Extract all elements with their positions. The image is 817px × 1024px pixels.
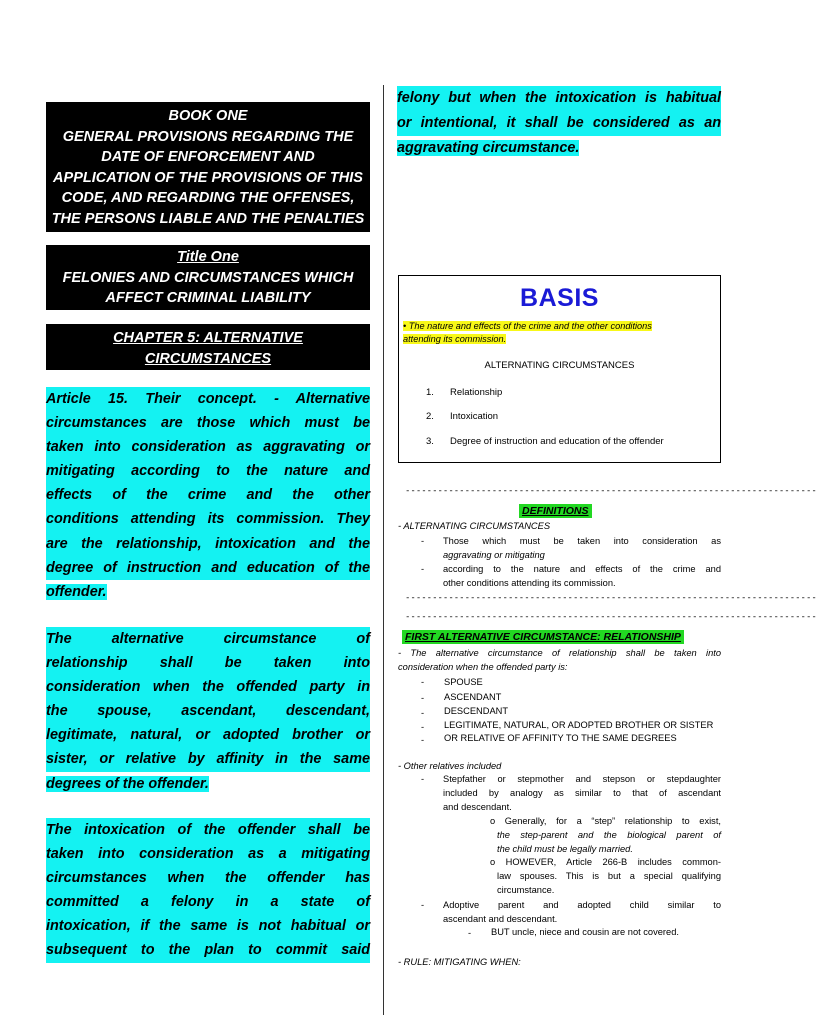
list-item-text: Relationship — [450, 387, 503, 398]
paragraph-line: Article 15. Their concept. - Alternative — [46, 387, 370, 411]
paragraph-line-text: degrees of the offender. — [46, 775, 209, 792]
column-divider — [383, 85, 384, 1015]
paragraph-line: relationship shall be taken into — [46, 651, 370, 675]
bullet-dash: - — [421, 677, 425, 687]
paragraph-line: taken into consideration as aggravating or — [46, 435, 370, 459]
title-heading-line: FELONIES AND CIRCUMSTANCES WHICH — [62, 269, 354, 286]
list-number: 3. — [426, 436, 434, 447]
book-heading-line: DATE OF ENFORCEMENT AND — [101, 149, 315, 165]
relationship-intro: - The alternative circumstance of relationship shall be taken into — [398, 648, 721, 658]
paragraph-line: intoxication, if the same is not habitual or — [46, 914, 370, 938]
sub-point-line: the child must be legally married. — [497, 844, 633, 854]
basis-list-item — [426, 387, 502, 398]
book-heading-line: THE PERSONS LIABLE AND THE PENALTIES — [51, 210, 365, 227]
bullet-dash: - — [421, 536, 425, 546]
definitions-heading: DEFINITIONS — [519, 504, 592, 518]
paragraph-line: felony but when the intoxication is habitual — [397, 86, 721, 111]
chapter-heading-line: CIRCUMSTANCES — [144, 350, 272, 367]
step-relation-line: included by analogy as similar to that of ascendant — [443, 788, 721, 798]
relationship-list-item: LEGITIMATE, NATURAL, OR ADOPTED BROTHER OR SISTER — [444, 720, 714, 730]
chapter-heading-line: CHAPTER 5: ALTERNATIVE — [113, 330, 303, 346]
dashed-separator: ---------------------------------------------------------------------------- — [405, 486, 817, 496]
paragraph-line: The alternative circumstance of — [46, 627, 370, 651]
basis-list-item — [426, 436, 664, 447]
intoxication-paragraph — [46, 818, 370, 963]
rule-label: - RULE: MITIGATING WHEN: — [398, 957, 521, 967]
paragraph-line: conditions attending its commission. They — [46, 507, 370, 531]
adoptive-line: ascendant and descendant. — [443, 914, 558, 924]
sub-point-line: o Generally, for a “step” relationship to exist, — [490, 816, 721, 826]
definitions-label: - ALTERNATING CIRCUMSTANCES — [398, 521, 551, 531]
list-number: 2. — [426, 411, 434, 422]
chapter-heading-box — [46, 324, 370, 370]
book-heading-line: CODE, AND REGARDING THE OFFENSES, — [61, 190, 355, 206]
paragraph-line: are the relationship, intoxication and the — [46, 532, 370, 556]
book-heading-line: BOOK ONE — [168, 108, 248, 124]
paragraph-line-text: offender. — [46, 583, 107, 600]
bullet-dash: - — [421, 735, 425, 745]
book-heading-line: APPLICATION OF THE PROVISIONS OF THIS — [53, 169, 363, 186]
basis-note-line: • The nature and effects of the crime and the other conditions — [403, 321, 652, 331]
paragraph-line: mitigating according to the nature and — [46, 459, 370, 483]
title-heading-line: AFFECT CRIMINAL LIABILITY — [105, 290, 311, 306]
alternating-circumstances-heading: ALTERNATING CIRCUMSTANCES — [484, 360, 635, 371]
relationship-intro: consideration when the offended party is: — [398, 662, 568, 672]
paragraph-line: or intentional, it shall be considered as an — [397, 111, 721, 136]
bullet-dash: - — [421, 564, 425, 574]
adoptive-line: Adoptive parent and adopted child similar to — [443, 900, 721, 910]
relationship-list-item: SPOUSE — [444, 677, 483, 687]
basis-box — [398, 275, 721, 463]
definition-line: Those which must be taken into consideration as — [443, 536, 721, 546]
definition-line: according to the nature and effects of the crime and — [443, 564, 721, 574]
paragraph-line: The intoxication of the offender shall be — [46, 818, 370, 842]
basis-list-item — [426, 411, 498, 422]
basis-title: BASIS — [520, 284, 599, 312]
paragraph-line: subsequent to the plan to commit said — [46, 938, 370, 962]
bullet-dash: - — [421, 722, 425, 732]
paragraph-line: sister, or relative by affinity in the same — [46, 747, 370, 771]
relationship-paragraph — [46, 627, 370, 796]
paragraph-line: taken into consideration as a mitigating — [46, 842, 370, 866]
relationship-list-item: DESCENDANT — [444, 706, 509, 716]
article-15-paragraph — [46, 387, 370, 604]
step-relation-line: Stepfather or stepmother and stepson or stepdaughter — [443, 774, 721, 784]
basis-note — [403, 320, 715, 345]
paragraph-line — [46, 772, 370, 796]
relationship-list-item: ASCENDANT — [444, 692, 502, 702]
bullet-dash: - — [421, 774, 425, 784]
other-relatives-label: - Other relatives included — [398, 761, 502, 771]
paragraph-line-text: aggravating circumstance. — [397, 140, 580, 156]
definition-line: aggravating or mitigating — [443, 550, 545, 560]
dashed-separator: ---------------------------------------------------------------------------- — [405, 593, 817, 603]
paragraph-line — [46, 580, 370, 604]
paragraph-line: legitimate, natural, or adopted brother or — [46, 723, 370, 747]
sub-point-line: o HOWEVER, Article 266-B includes common- — [490, 857, 721, 867]
basis-note-line: attending its commission. — [403, 333, 507, 344]
bullet-dash: - — [421, 693, 425, 703]
paragraph-line: circumstances when the offender has — [46, 866, 370, 890]
title-one-label: Title One — [177, 249, 239, 265]
sub-point-line: the step-parent and the biological parent of — [497, 830, 721, 840]
exclusion-line: BUT uncle, niece and cousin are not covered. — [491, 927, 679, 937]
paragraph-line: consideration when the offended party in — [46, 675, 370, 699]
definition-line: other conditions attending its commission. — [443, 578, 616, 588]
relationship-list-item: OR RELATIVE OF AFFINITY TO THE SAME DEGREES — [444, 733, 677, 743]
bullet-dash: - — [421, 708, 425, 718]
book-heading-box — [46, 102, 370, 232]
paragraph-line: circumstances are those which must be — [46, 411, 370, 435]
paragraph-line — [397, 136, 721, 161]
dashed-separator: ---------------------------------------------------------------------------- — [405, 612, 817, 622]
paragraph-line: the spouse, ascendant, descendant, — [46, 699, 370, 723]
bullet-dash: - — [421, 900, 425, 910]
intoxication-paragraph-continuation — [397, 86, 721, 161]
paragraph-line: effects of the crime and the other — [46, 483, 370, 507]
book-heading-line: GENERAL PROVISIONS REGARDING THE — [62, 128, 354, 145]
relationship-heading: FIRST ALTERNATIVE CIRCUMSTANCE: RELATIONSHIP — [402, 630, 684, 644]
list-item-text: Intoxication — [450, 411, 499, 422]
list-item-text: Degree of instruction and education of the offender — [450, 436, 664, 447]
paragraph-line: committed a felony in a state of — [46, 890, 370, 914]
paragraph-line: degree of instruction and education of the — [46, 556, 370, 580]
bullet-dash: - — [468, 928, 472, 938]
sub-point-line: circumstance. — [497, 885, 555, 895]
title-heading-box — [46, 245, 370, 310]
step-relation-line: and descendant. — [443, 802, 512, 812]
sub-point-line: law spouses. This is but a special qualifying — [497, 871, 721, 881]
list-number: 1. — [426, 387, 434, 398]
